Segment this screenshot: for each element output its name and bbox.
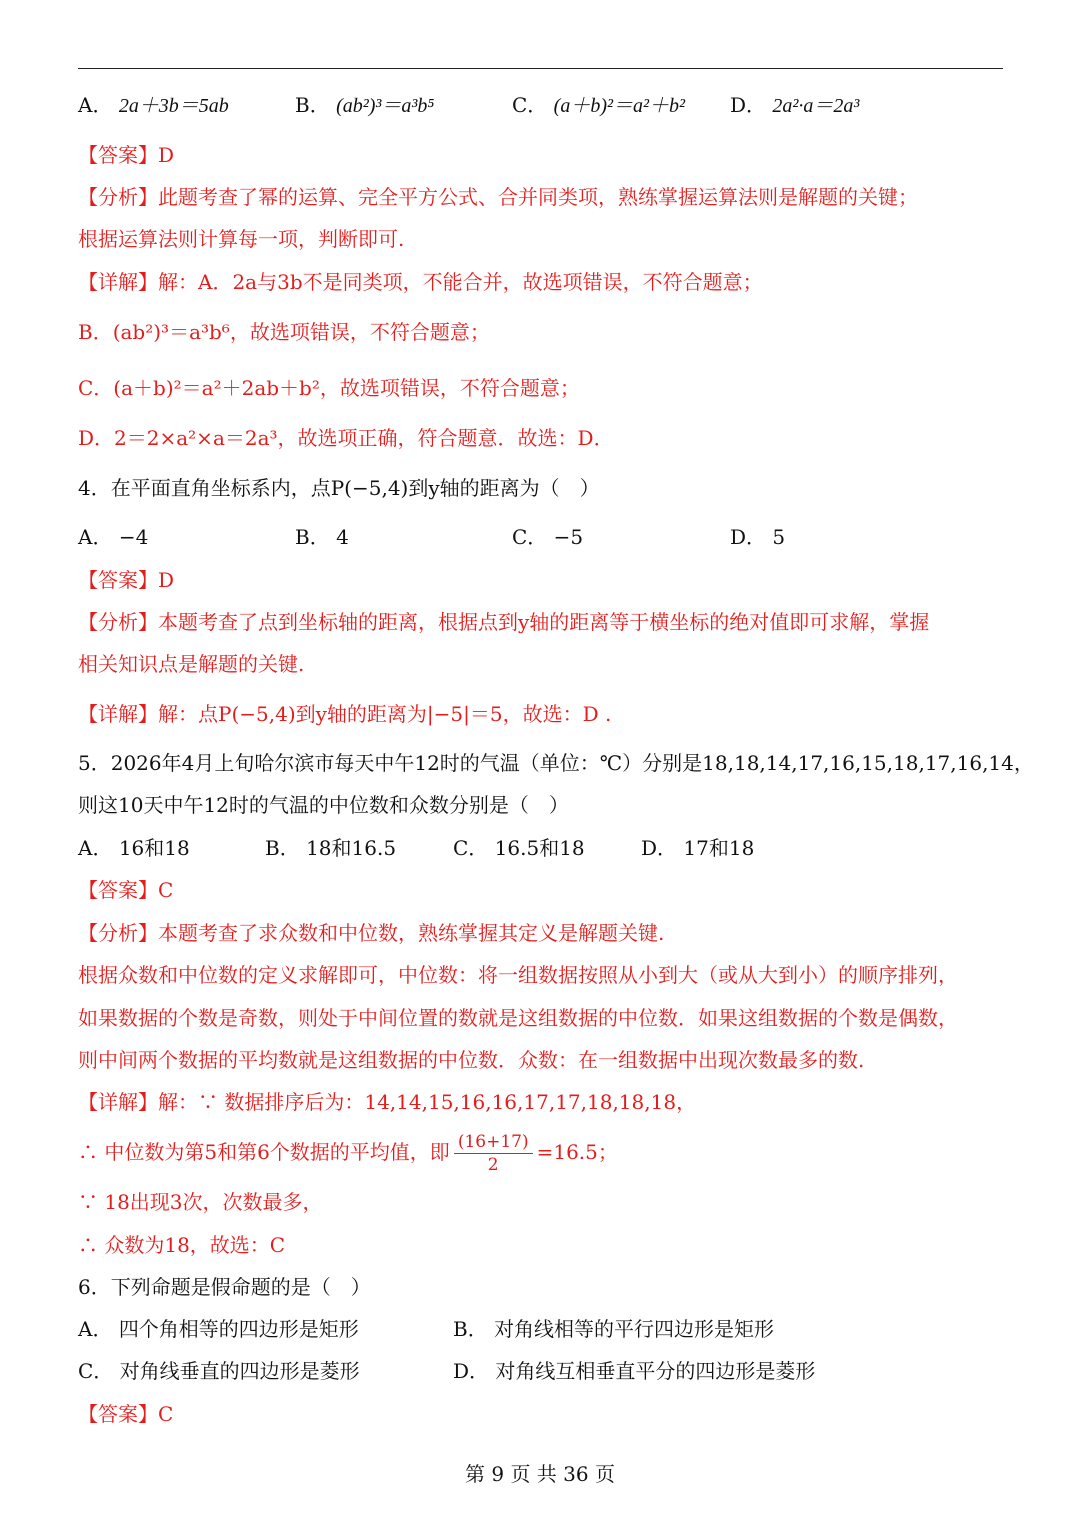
q3-analysis-line-1: 【分析】此题考查了幂的运算、完全平方公式、合并同类项，熟练掌握运算法则是解题的关键； bbox=[78, 185, 918, 209]
q5-detail-line-1: 【详解】解：∵ 数据排序后为：14,14,15,16,16,17,17,18,18,18， bbox=[78, 1090, 697, 1114]
q4-analysis-line-1: 【分析】本题考查了点到坐标轴的距离，根据点到y轴的距离等于横坐标的绝对值即可求解，掌握 bbox=[78, 610, 930, 634]
q5-option-a: A． 16和18 bbox=[78, 836, 190, 860]
q4-option-b: B． 4 bbox=[295, 525, 349, 549]
q4-answer: 【答案】D bbox=[78, 568, 175, 592]
q5-detail-line-3: ∵ 18出现3次，次数最多， bbox=[78, 1190, 323, 1214]
q5-option-c: C． 16.5和18 bbox=[453, 836, 585, 860]
q3-detail-a: 【详解】解：A．2a与3b不是同类项，不能合并，故选项错误，不符合题意； bbox=[78, 270, 763, 294]
q3-option-b: B． (ab²)³＝a³b⁵ bbox=[295, 93, 435, 117]
q5-detail-line-4: ∴ 众数为18，故选：C bbox=[78, 1233, 286, 1257]
q3-answer: 【答案】D bbox=[78, 143, 175, 167]
q3-detail-d: D．2＝2×a²×a＝2a³，故选项正确，符合题意．故选：D． bbox=[78, 426, 614, 450]
q4-option-a: A． −4 bbox=[78, 525, 149, 549]
q5-answer: 【答案】C bbox=[78, 878, 174, 902]
q3-option-d: D． 2a²·a＝2a³ bbox=[730, 93, 860, 117]
header-rule bbox=[78, 68, 1003, 69]
q3-option-a: A． 2a＋3b＝5ab bbox=[78, 93, 229, 117]
fraction: $\frac{(16+17)}{2}$ bbox=[454, 1131, 533, 1176]
q4-option-d: D． 5 bbox=[730, 525, 786, 549]
page-footer: 第 9 页 共 36 页 bbox=[465, 1462, 615, 1486]
q4-stem: 4．在平面直角坐标系内，点P(−5,4)到y轴的距离为（ ） bbox=[78, 476, 600, 500]
q4-option-c: C． −5 bbox=[512, 525, 584, 549]
q6-answer: 【答案】C bbox=[78, 1402, 174, 1426]
q5-detail-line-2: ∴ 中位数为第5和第6个数据的平均值，即 $\frac{(16+17)}{2}$ =16.5； bbox=[78, 1132, 618, 1175]
q5-option-b: B． 18和16.5 bbox=[265, 836, 397, 860]
q6-option-c: C． 对角线垂直的四边形是菱形 bbox=[78, 1359, 360, 1383]
q6-stem: 6．下列命题是假命题的是（ ） bbox=[78, 1275, 371, 1299]
q4-detail: 【详解】解：点P(−5,4)到y轴的距离为|−5|＝5，故选：D . bbox=[78, 702, 612, 726]
q6-option-b: B． 对角线相等的平行四边形是矩形 bbox=[453, 1317, 775, 1341]
q3-option-c: C． (a＋b)²＝a²＋b² bbox=[512, 93, 685, 117]
q5-stem-line-2: 则这10天中午12时的气温的中位数和众数分别是（ ） bbox=[78, 793, 569, 817]
q5-stem-line-1: 5．2026年4月上旬哈尔滨市每天中午12时的气温（单位：℃）分别是18,18,14,17,16,15,18,17,16,14， bbox=[78, 751, 1034, 775]
q3-analysis-line-2: 根据运算法则计算每一项，判断即可. bbox=[78, 227, 405, 251]
q6-option-a: A． 四个角相等的四边形是矩形 bbox=[78, 1317, 359, 1341]
q5-analysis-line-3: 如果数据的个数是奇数，则处于中间位置的数就是这组数据的中位数．如果这组数据的个数是偶数， bbox=[78, 1006, 958, 1030]
q6-option-d: D． 对角线互相垂直平分的四边形是菱形 bbox=[453, 1359, 816, 1383]
q4-analysis-line-2: 相关知识点是解题的关键. bbox=[78, 652, 305, 676]
q3-detail-c: C．(a＋b)²＝a²＋2ab＋b²，故选项错误，不符合题意； bbox=[78, 376, 580, 400]
q5-analysis-line-4: 则中间两个数据的平均数就是这组数据的中位数．众数：在一组数据中出现次数最多的数. bbox=[78, 1048, 865, 1072]
q5-option-d: D． 17和18 bbox=[641, 836, 755, 860]
q5-analysis-line-1: 【分析】本题考查了求众数和中位数，熟练掌握其定义是解题关键. bbox=[78, 921, 665, 945]
q3-detail-b: B．(ab²)³＝a³b⁶，故选项错误，不符合题意； bbox=[78, 320, 490, 344]
q5-analysis-line-2: 根据众数和中位数的定义求解即可，中位数：将一组数据按照从小到大（或从大到小）的顺序排列， bbox=[78, 963, 958, 987]
